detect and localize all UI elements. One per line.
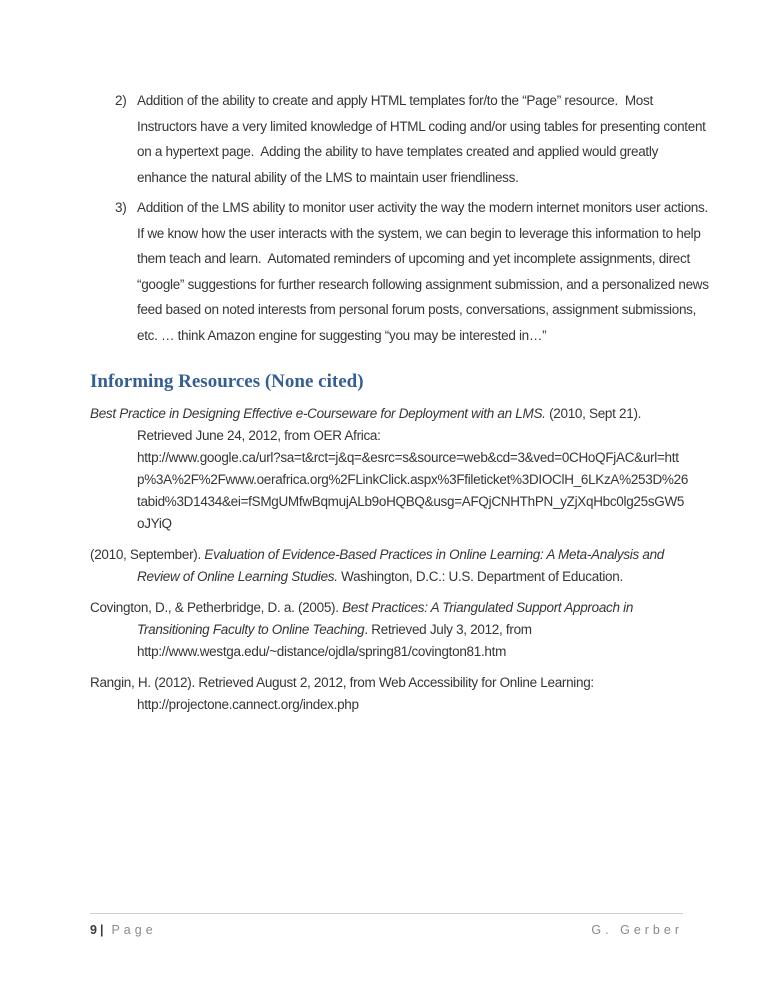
reference-entry-4 bbox=[90, 672, 710, 716]
reference-date: (2010, September). bbox=[90, 547, 205, 562]
reference-url: http://projectone.cannect.org/index.php bbox=[137, 697, 359, 712]
reference-retrieved-line: . Retrieved July 3, 2012, from bbox=[364, 622, 532, 637]
list-item-text: Addition of the ability to create and apply HTML templates for/to the “Page” resource. Most Instructors have a very limited knowledge of HTML coding and/or using tables for presenting content on a hypertext page. Adding the ability to have templates created and applied would greatly enhance the natural ability of the LMS to maintain user friendliness. bbox=[137, 93, 710, 185]
list-item-3 bbox=[115, 195, 715, 348]
reference-title: Evaluation of Evidence-Based Practices in Online Learning: A Meta-Analysis and Review of Online Learning Studies. bbox=[137, 547, 668, 584]
section-heading: Informing Resources (None cited) bbox=[90, 371, 364, 392]
page-number: 9 bbox=[90, 923, 99, 937]
reference-entry-3 bbox=[90, 597, 710, 663]
reference-title: Best Practice in Designing Effective e-Courseware for Deployment with an LMS. bbox=[90, 406, 546, 421]
list-item-2 bbox=[115, 88, 710, 190]
reference-entry-2 bbox=[90, 544, 710, 588]
reference-authors: Covington, D., & Petherbridge, D. a. (2005). bbox=[90, 600, 343, 615]
footer-divider bbox=[90, 913, 683, 914]
author-name: G. Gerber bbox=[591, 923, 683, 937]
reference-citation bbox=[90, 403, 690, 425]
reference-entry-1 bbox=[90, 403, 710, 535]
list-item-marker: 3) bbox=[115, 200, 127, 215]
reference-title: Best Practices: A Triangulated Support Approach in Transitioning Faculty to Online Teaching bbox=[137, 600, 637, 637]
reference-citation: Rangin, H. (2012). Retrieved August 2, 2012, from Web Accessibility for Online Learning: bbox=[90, 675, 594, 690]
list-item-marker: 2) bbox=[115, 93, 127, 108]
reference-url: http://www.google.ca/url?sa=t&rct=j&q=&esrc=s&source=web&cd=3&ved=0CHoQFjAC&url=http%3A%2F%2Fwww.oerafrica.org%2FLinkClick.aspx%3Ffileticket%3DIOClH_6LKzA%253D%26tabid%3D1434&ei=fSMgUMfwBqmujALb9oHQBQ&usg=AFQjCNHThPN_yZjXqHbc0lg25sGW5oJYiQ bbox=[137, 450, 689, 531]
footer-page-word: Page bbox=[111, 923, 157, 937]
page-content bbox=[90, 88, 715, 725]
reference-citation bbox=[90, 544, 690, 588]
footer-page-label bbox=[90, 923, 157, 937]
reference-retrieved-line: Retrieved June 24, 2012, from OER Africa: bbox=[137, 428, 381, 443]
numbered-list bbox=[115, 88, 715, 348]
page-footer bbox=[90, 923, 683, 937]
footer-separator: | bbox=[99, 923, 108, 937]
reference-publisher: Washington, D.C.: U.S. Department of Education. bbox=[337, 569, 623, 584]
reference-url: http://www.westga.edu/~distance/ojdla/spring81/covington81.htm bbox=[137, 644, 507, 659]
reference-citation bbox=[90, 597, 690, 641]
list-item-text: Addition of the LMS ability to monitor user activity the way the modern internet monitors user actions. If we know how the user interacts with the system, we can begin to leverage this information to help them teach and learn. Automated reminders of upcoming and yet incomplete assignments, direct “google” suggestions for further research following assignment submission, and a personalized news feed based on noted interests from personal forum posts, conversations, assignment submissions, etc. … think Amazon engine for suggesting “you may be interested in…” bbox=[137, 200, 715, 343]
reference-date: (2010, Sept 21). bbox=[545, 406, 642, 421]
